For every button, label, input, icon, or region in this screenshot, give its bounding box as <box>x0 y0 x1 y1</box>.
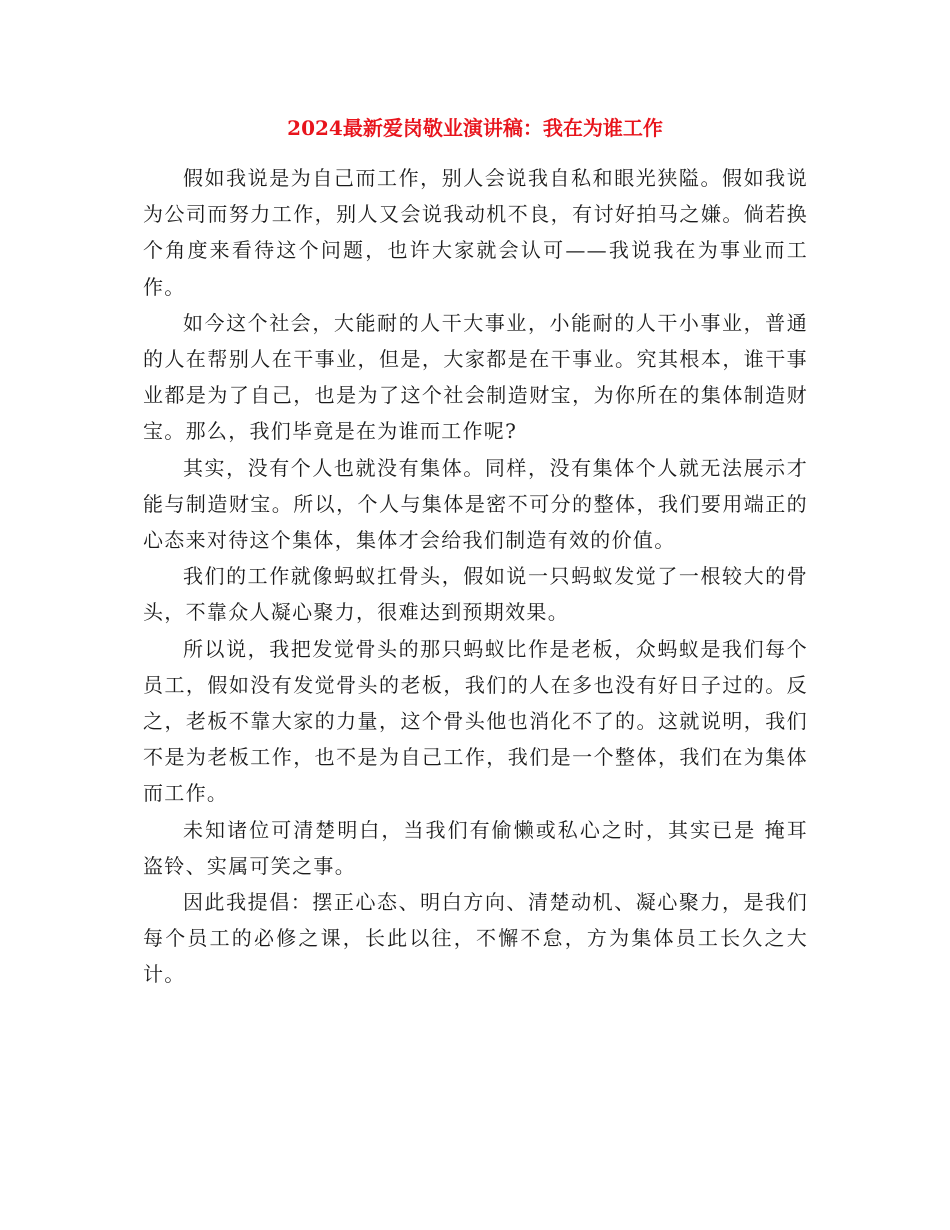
paragraph-5: 所以说，我把发觉骨头的那只蚂蚁比作是老板，众蚂蚁是我们每个员工，假如没有发觉骨头的老板，我们的人在多也没有好日子过的。反之，老板不靠大家的力量，这个骨头他也消化不了的。这就说明，我们不是为老板工作，也不是为自己工作，我们是一个整体，我们在为集体而工作。 <box>143 636 808 806</box>
paragraph-2: 如今这个社会，大能耐的人干大事业，小能耐的人干小事业，普通的人在帮别人在干事业，但是，大家都是在干事业。究其根本，谁干事业都是为了自己，也是为了这个社会制造财宝，为你所在的集体制造财宝。那么，我们毕竟是在为谁而工作呢? <box>143 310 808 444</box>
paragraph-3: 其实，没有个人也就没有集体。同样，没有集体个人就无法展示才能与制造财宝。所以，个人与集体是密不可分的整体，我们要用端正的心态来对待这个集体，集体才会给我们制造有效的价值。 <box>143 455 808 553</box>
document-title: 2024最新爱岗敬业演讲稿：我在为谁工作 <box>287 116 663 140</box>
paragraph-6: 未知诸位可清楚明白，当我们有偷懒或私心之时，其实已是 掩耳盗铃、实属可笑之事。 <box>143 817 808 878</box>
paragraph-1: 假如我说是为自己而工作，别人会说我自私和眼光狭隘。假如我说为公司而努力工作，别人又会说我动机不良，有讨好拍马之嫌。倘若换个角度来看待这个问题，也许大家就会认可——我说我在为事业而工作。 <box>143 166 808 299</box>
paragraph-7: 因此我提倡：摆正心态、明白方向、清楚动机、凝心聚力，是我们每个员工的必修之课，长此以往，不懈不怠，方为集体员工长久之大计。 <box>143 890 808 987</box>
paragraph-4: 我们的工作就像蚂蚁扛骨头，假如说一只蚂蚁发觉了一根较大的骨头，不靠众人凝心聚力，很难达到预期效果。 <box>143 564 808 625</box>
document-body <box>143 160 808 993</box>
